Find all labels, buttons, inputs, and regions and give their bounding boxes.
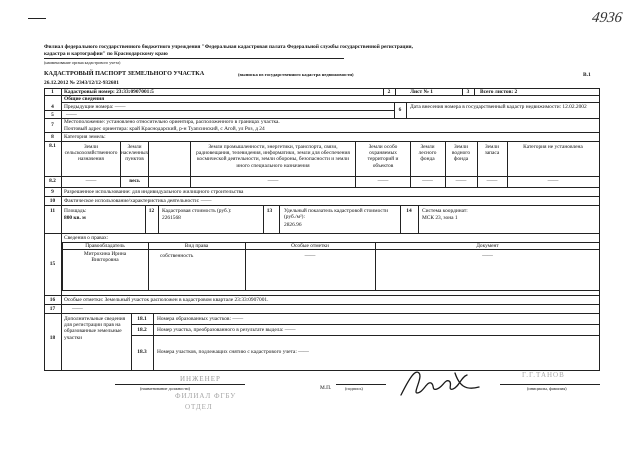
form-code: В.1 xyxy=(583,72,591,78)
transformed-plot: Номер участка, преобразованного в результате выдела: —— xyxy=(157,327,296,333)
row-num-5: 5 xyxy=(51,112,54,118)
cat-forest: Земли лесного фонда xyxy=(418,144,437,163)
cat-settlements: Земли населенных пунктов xyxy=(121,144,149,163)
cat-water: Земли водного фонда xyxy=(451,144,471,163)
general-info-heading: Общие сведения xyxy=(64,96,105,102)
entry-date: Дата внесения номера в государственный кадастр недвижимости: 12.02.2002 xyxy=(410,104,587,110)
location-line-1: Местоположение: установлено относительно ориентира, расположенного в границах участка. xyxy=(64,119,280,125)
val-industry: —— xyxy=(267,178,279,184)
row-num-15: 15 xyxy=(49,261,56,267)
val-protected: —— xyxy=(377,178,389,184)
row5-value: —— xyxy=(66,112,77,118)
rights-header-owner: Правообладатель xyxy=(85,243,125,249)
org-caption: (наименование органа кадастрового учета) xyxy=(44,60,121,65)
doc-title: КАДАСТРОВЫЙ ПАСПОРТ ЗЕМЕЛЬНОГО УЧАСТКА xyxy=(44,70,205,77)
signature-image xyxy=(395,365,485,400)
cat-reserve: Земли запаса xyxy=(484,144,500,157)
rights-marks: —— xyxy=(304,253,316,259)
row-num-3: 3 xyxy=(466,89,470,95)
area-value: 800 кв. м xyxy=(64,215,86,221)
row-num-6: 6 xyxy=(398,107,402,113)
cadastral-cost-label: Кадастровая стоимость (руб.): xyxy=(162,208,232,214)
area-label: Площадь: xyxy=(64,208,87,214)
total-sheets: Всего листов: 2 xyxy=(480,89,518,95)
stamp-text: ИНЖЕНЕР xyxy=(180,375,221,383)
signature-caption: (подпись) xyxy=(345,386,363,391)
row-num-14: 14 xyxy=(406,208,412,214)
land-category-label: Категория земель: xyxy=(64,134,106,140)
specific-cost-label: Удельный показатель кадастровой стоимости (руб./м²): xyxy=(284,208,389,221)
location-line-2: Почтовый адрес ориентира: край Краснодарский, р-н Туапсинский, с Агой, ул Роз, д 24 xyxy=(64,126,265,132)
row-num-18-3: 18.3 xyxy=(137,349,147,355)
org-underline xyxy=(44,58,344,59)
date-number: 26.12.2012 № 2343/12/12-932681 xyxy=(44,80,119,86)
val-water: —— xyxy=(455,178,467,184)
rights-header-type: Вид права xyxy=(184,243,209,249)
cat-protected: Земли особо охраняемых территорий и объектов xyxy=(367,144,399,169)
row-num-8-2: 8.2 xyxy=(49,178,56,184)
position-line xyxy=(115,384,245,385)
formed-plots: Номера образованных участков: —— xyxy=(157,316,244,322)
row-num-4: 4 xyxy=(51,104,54,110)
row-num-18: 18 xyxy=(49,335,56,341)
row17-value: —— xyxy=(72,306,83,312)
row-num-7: 7 xyxy=(51,122,54,128)
stamp-text-2: ФИЛИАЛ ФГБУ xyxy=(175,392,237,400)
cadastral-number: Кадастровый номер: 23:33:0907001:5 xyxy=(64,89,154,95)
special-marks: Особые отметки: Земельный участок расположен в кадастровом квартале 23:33:0907001. xyxy=(64,297,269,303)
row-num-9: 9 xyxy=(51,189,54,195)
cat-agricultural: Земли сельскохозяйственного назначения xyxy=(64,144,118,163)
plots-to-remove: Номера участков, подлежащих снятию с кадастрового учета: —— xyxy=(157,349,309,355)
actual-use: Фактическое использование/характеристика деятельности: —— xyxy=(64,198,212,204)
row-num-12: 12 xyxy=(148,208,155,214)
row-num-1: 1 xyxy=(51,89,54,95)
row-num-17: 17 xyxy=(49,306,56,312)
permitted-use: Разрешенное использование: для индивидуального жилищного строительства xyxy=(64,189,244,195)
coord-system-label: Система координат: xyxy=(422,208,468,214)
org-line-2: кадастра и картографии" по Краснодарскому краю xyxy=(44,51,168,57)
name-faint: Г.Г.ТАНОВ xyxy=(522,371,565,379)
row-num-8-1: 8.1 xyxy=(49,143,56,149)
org-line-1: Филиал федерального государственного бюджетного учреждения "Федеральная кадастровая палата Федеральной службы государственной регистрации, xyxy=(44,44,413,50)
val-reserve: —— xyxy=(486,178,498,184)
cadastral-cost-value: 2261568 xyxy=(162,215,181,221)
specific-cost-value: 2826.96 xyxy=(284,222,302,228)
row-num-18-2: 18.2 xyxy=(137,327,147,333)
sheet-number: Лист № 1 xyxy=(410,89,433,95)
cat-not-set: Категория не установлена xyxy=(523,144,583,150)
row-num-16: 16 xyxy=(49,297,56,303)
rights-title: Сведения о правах: xyxy=(64,235,109,241)
row-num-11: 11 xyxy=(49,208,56,214)
val-not-set: —— xyxy=(547,178,559,184)
doc-title-note: (выписка из государственного кадастра недвижимости) xyxy=(238,72,354,77)
rights-header-document: Документ xyxy=(476,243,499,249)
name-caption: (инициалы, фамилия) xyxy=(527,386,567,391)
rights-document: —— xyxy=(482,253,493,259)
position-caption: (наименование должности) xyxy=(140,386,190,391)
val-forest: —— xyxy=(422,178,433,184)
val-agricultural: —— xyxy=(85,178,97,184)
val-settlements: весь xyxy=(129,178,140,184)
row-num-2: 2 xyxy=(387,89,391,95)
rights-header-marks: Особые отметки xyxy=(291,243,329,249)
corner-number: 4936 xyxy=(590,10,624,26)
row-num-10: 10 xyxy=(49,198,56,204)
cat-industry: Земли промышленности, энергетики, транспорта, связи, радиовещания, телевидения, информатики, земли для обеспечения космической деятельности, земли обороны, безопасности и земли иного специального назначения xyxy=(196,144,350,169)
row-num-13: 13 xyxy=(266,208,273,214)
signature-line xyxy=(336,384,386,385)
stamp-text-3: ОТДЕЛ xyxy=(185,403,213,411)
row-num-18-1: 18.1 xyxy=(137,316,147,322)
previous-numbers: Предыдущие номера: —— xyxy=(64,104,126,110)
corner-dash-mark xyxy=(28,18,46,19)
name-line xyxy=(500,384,600,385)
rights-type: собственность xyxy=(160,253,194,259)
rights-owner: Митрохина Ирина Викторовна xyxy=(83,251,127,264)
row-num-8: 8 xyxy=(51,134,54,140)
coord-system-value: МСК 23, зона 1 xyxy=(422,215,458,221)
additional-info-label: Дополнительные сведения для регистрации прав на образованные земельные участки xyxy=(64,316,126,341)
mp-label: М.П. xyxy=(320,385,332,391)
